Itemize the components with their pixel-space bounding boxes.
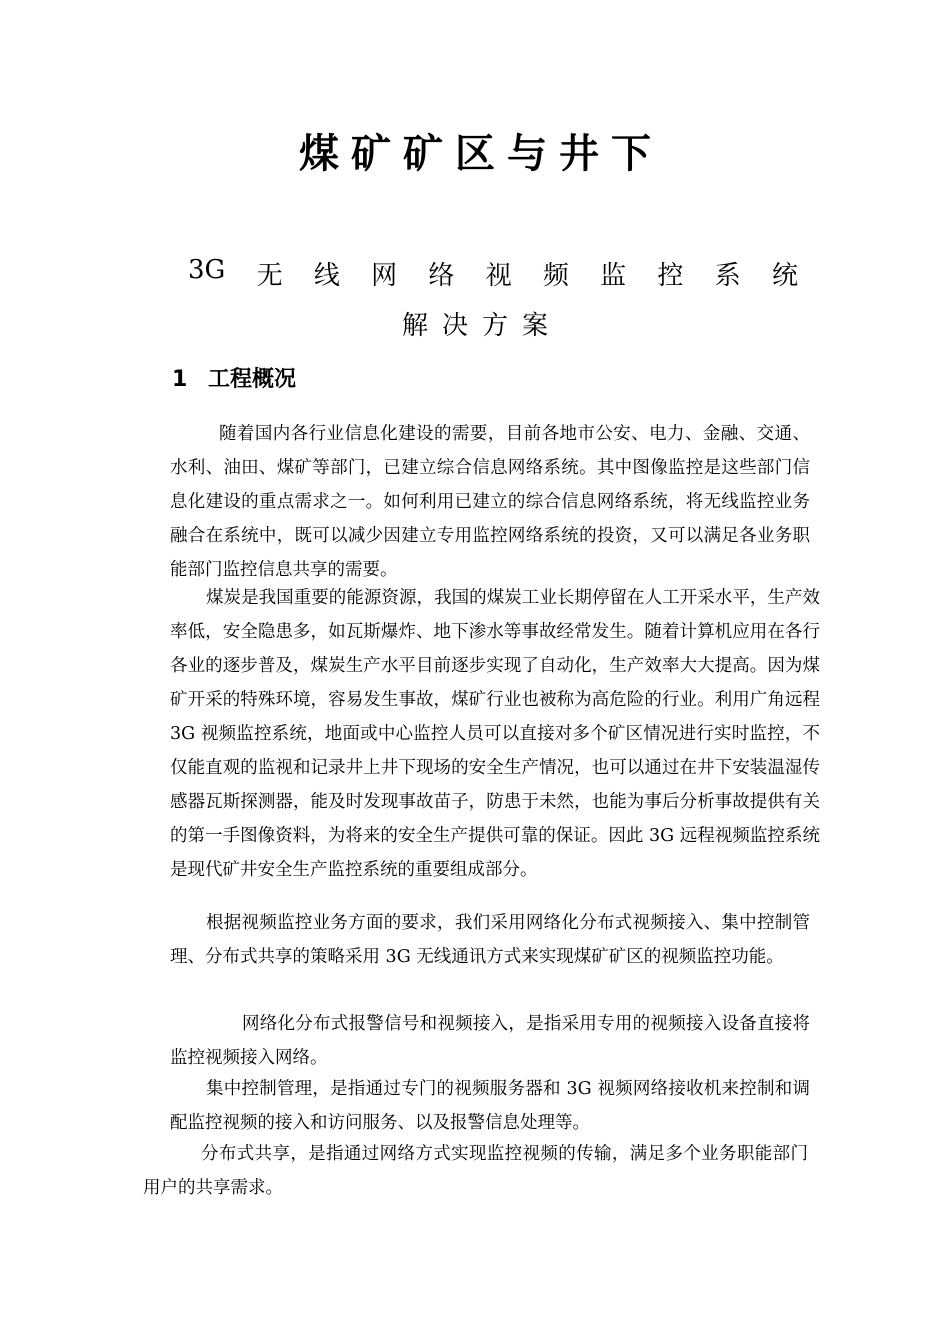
section-number: 1 <box>172 367 188 392</box>
document-title: 煤矿矿区与井下 <box>299 131 663 177</box>
section-heading <box>172 362 296 393</box>
subtitle-word: 络 <box>428 261 455 291</box>
subtitle-word: 线 <box>313 261 340 291</box>
subtitle-word: 无 <box>256 261 283 291</box>
subtitle-word: 监 <box>600 261 627 291</box>
subtitle-word: 频 <box>542 261 569 291</box>
body-paragraph: 网络化分布式报警信号和视频接入，是指采用专用的视频接入设备直接将监控视频接入网络。 <box>170 1014 810 1068</box>
document-subtitle-line2: 解决方案 <box>401 311 562 341</box>
body-paragraph: 集中控制管理，是指通过专门的视频服务器和 3G 视频网络接收机来控制和调配监控视频的接入和访问服务、以及报警信息处理等。 <box>170 1079 810 1133</box>
subtitle-word: 系 <box>714 261 741 291</box>
section-title: 工程概况 <box>208 367 297 392</box>
subtitle-word: 视 <box>485 261 512 291</box>
subtitle-word: 统 <box>771 261 798 291</box>
body-paragraph: 根据视频监控业务方面的要求，我们采用网络化分布式视频接入、集中控制管理、分布式共享的策略采用 3G 无线通讯方式来实现煤矿矿区的视频监控功能。 <box>170 913 810 967</box>
document-subtitle <box>188 255 798 292</box>
subtitle-word: 网 <box>371 261 398 291</box>
body-paragraph: 分布式共享，是指通过网络方式实现监控视频的传输，满足多个业务职能部门用户的共享需求。 <box>143 1144 808 1198</box>
subtitle-word: 控 <box>657 261 684 291</box>
subtitle-word: 3G <box>188 255 226 285</box>
body-paragraph: 随着国内各行业信息化建设的需要，目前各地市公安、电力、金融、交通、水利、油田、煤矿等部门，已建立综合信息网络系统。其中图像监控是这些部门信息化建设的重点需求之一。如何利用已建立的综合信息网络系统，将无线监控业务融合在系统中，既可以减少因建立专用监控网络系统的投资，又可以满足各业务职能部门监控信息共享的需要。 <box>170 424 810 580</box>
body-paragraph: 煤炭是我国重要的能源资源，我国的煤炭工业长期停留在人工开采水平，生产效率低，安全隐患多，如瓦斯爆炸、地下渗水等事故经常发生。随着计算机应用在各行各业的逐步普及，煤炭生产水平目前逐步实现了自动化，生产效率大大提高。因为煤矿开采的特殊环境，容易发生事故，煤矿行业也被称为高危险的行业。利用广角远程 3G 视频监控系统，地面或中心监控人员可以直接对多个矿区情况进行实时监控，不仅能直观的监视和记录井上井下现场的安全生产情况，也可以通过在井下安装温湿传感器瓦斯探测器，能及时发现事故苗子，防患于未然，也能为事后分析事故提供有关的第一手图像资料，为将来的安全生产提供可靠的保证。因此 3G 远程视频监控系统是现代矿井安全生产监控系统的重要组成部分。 <box>170 588 820 880</box>
